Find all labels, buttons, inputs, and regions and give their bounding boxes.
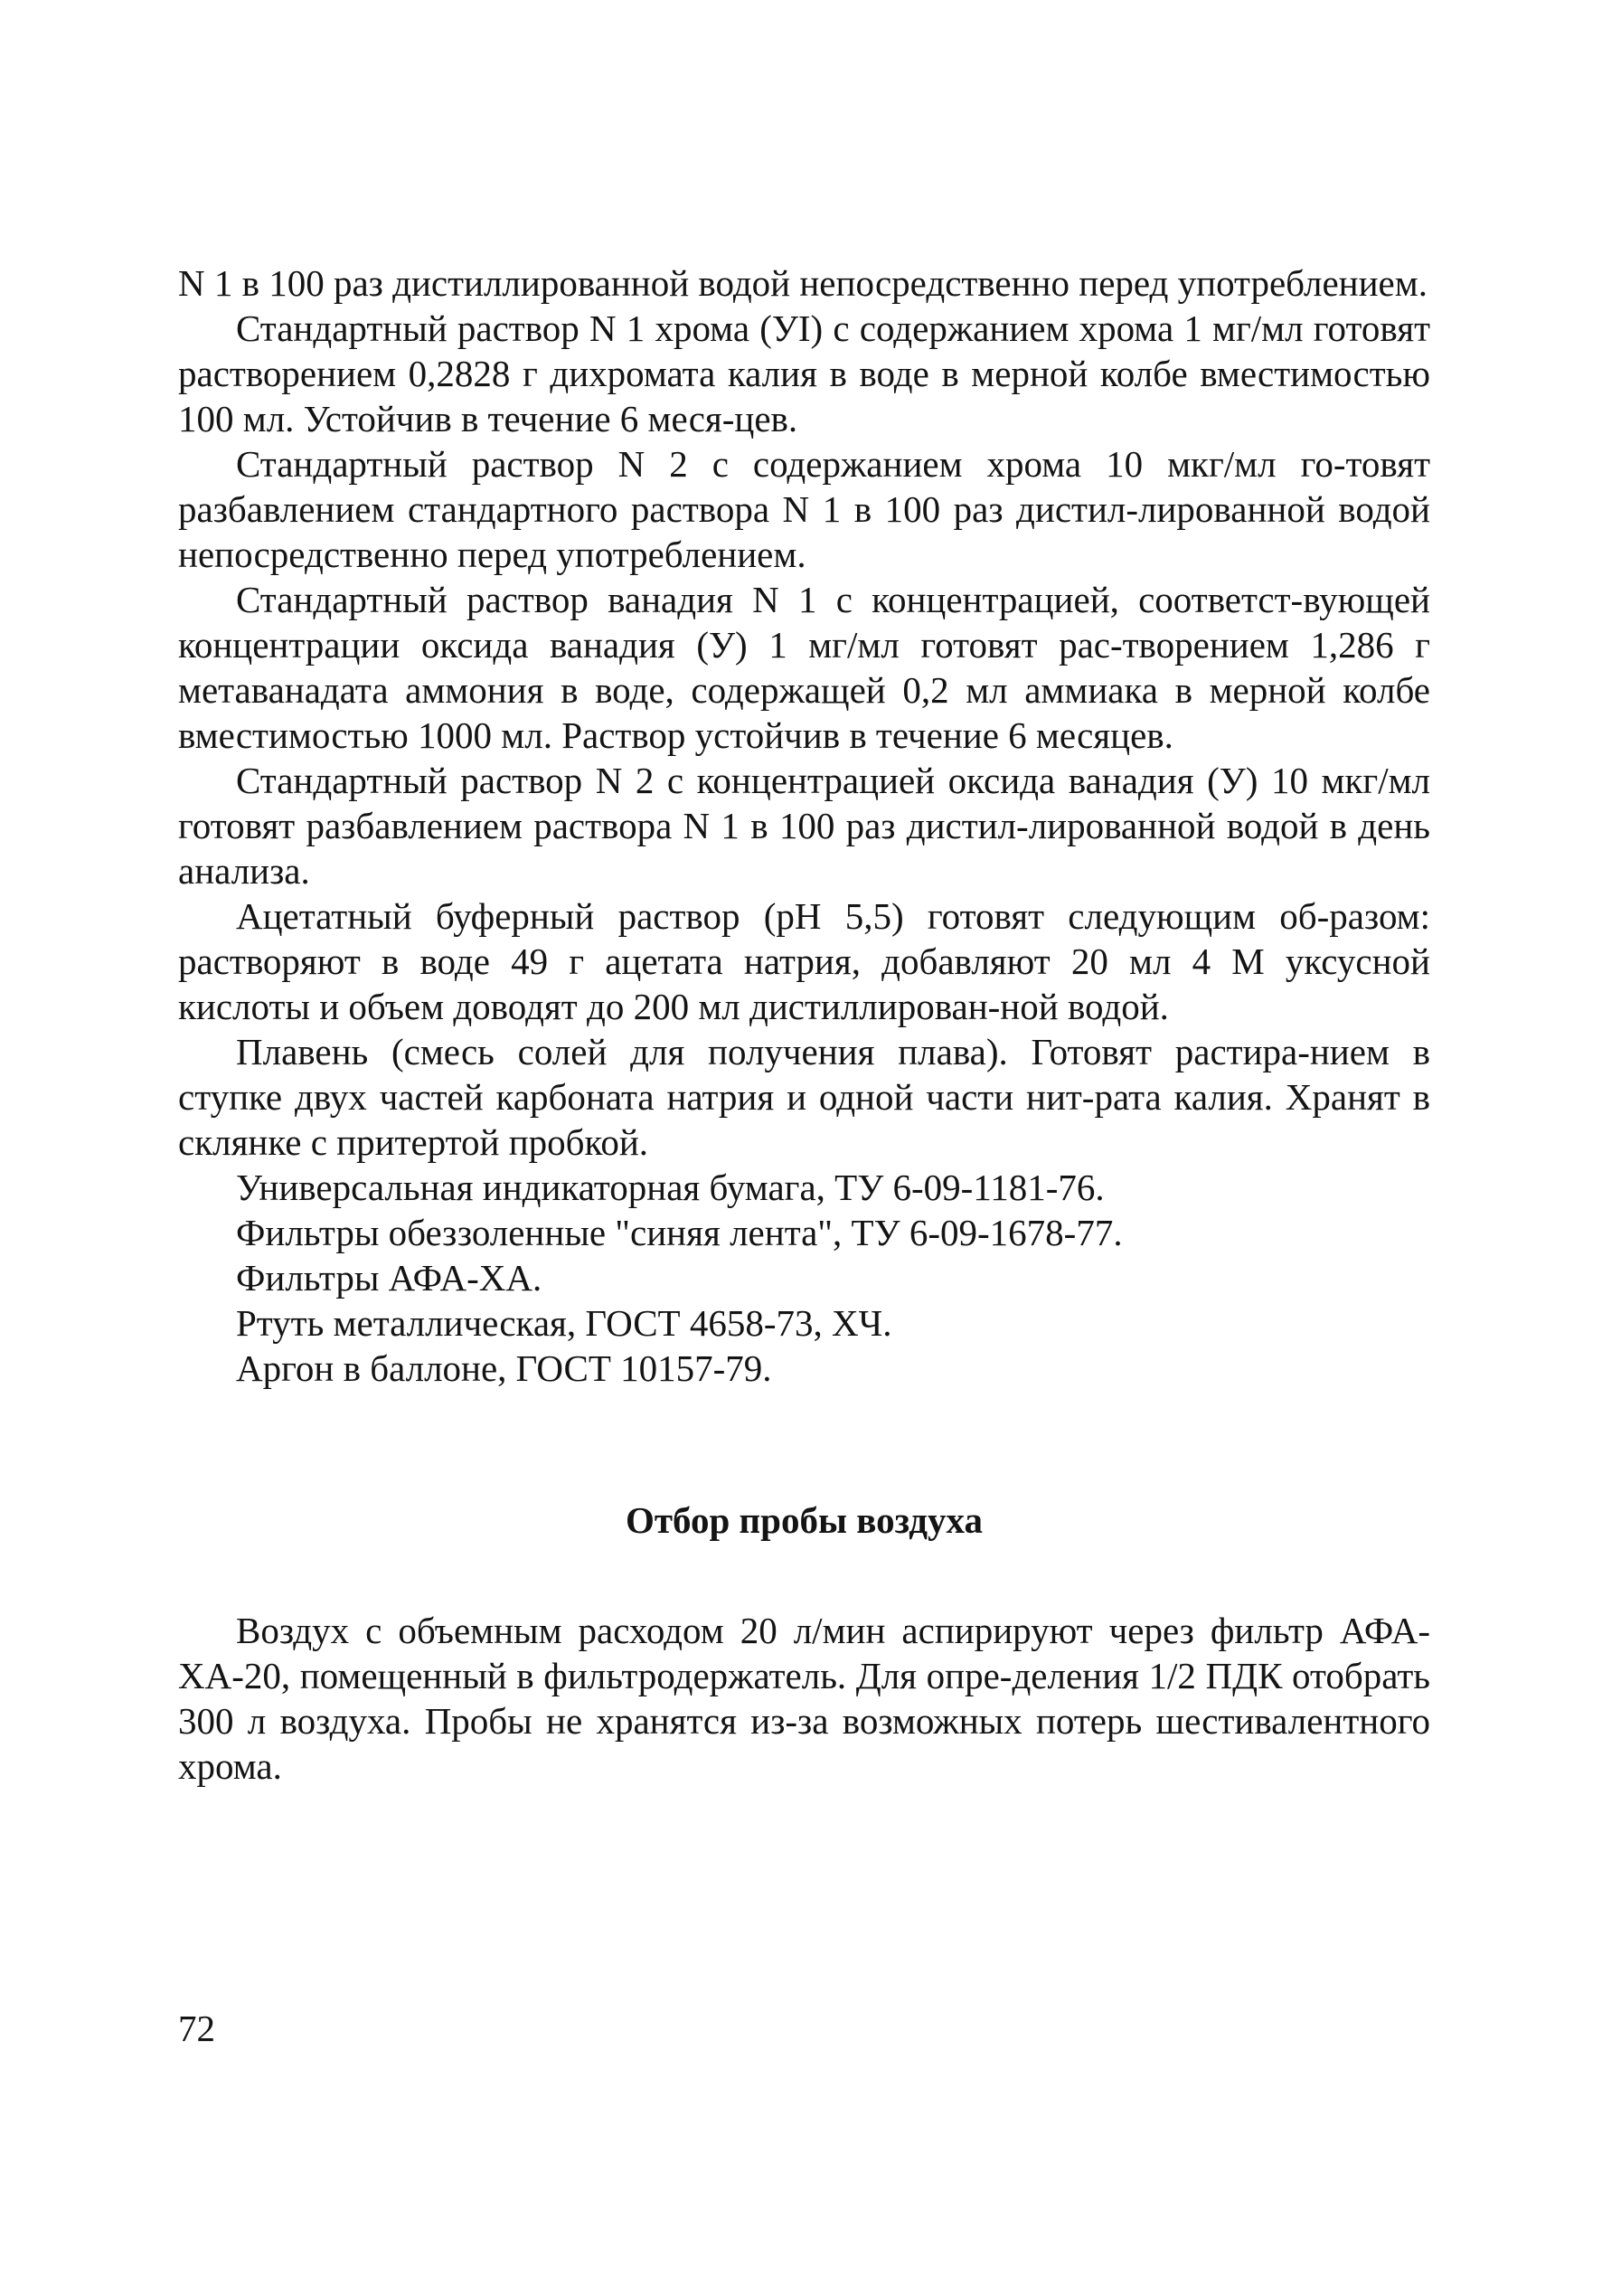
paragraph-chromium-standard-1: Стандартный раствор N 1 хрома (УI) с содержанием хрома 1 мг/мл готовят растворением 0,2828 г дихромата калия в воде в мерной колбе вместимостью 100 мл. Устойчив в течение 6 меся-цев. bbox=[178, 307, 1430, 439]
list-item-mercury: Ртуть металлическая, ГОСТ 4658-73, ХЧ. bbox=[236, 1302, 892, 1344]
paragraph-flux: Плавень (смесь солей для получения плава). Готовят растира-нием в ступке двух частей карбоната натрия и одной части нит-рата калия. Хранят в склянке с притертой пробкой. bbox=[178, 1031, 1430, 1163]
paragraph-vanadium-standard-2: Стандартный раствор N 2 с концентрацией оксида ванадия (У) 10 мкг/мл готовят разбавлением раствора N 1 в 100 раз дистил-лированной водой в день анализа. bbox=[178, 760, 1430, 892]
paragraph-vanadium-standard-1: Стандартный раствор ванадия N 1 с концентрацией, соответст-вующей концентрации оксида ванадия (У) 1 мг/мл готовят рас-творением 1,286 г метаванадата аммония в воде, содержащей 0,2 мл аммиака в мерной колбе вместимостью 1000 мл. Раствор устойчив в течение 6 месяцев. bbox=[178, 579, 1430, 756]
list-item-afa-filters: Фильтры АФА-ХА. bbox=[236, 1257, 542, 1299]
document-page bbox=[178, 260, 1430, 1789]
paragraph-air-sampling: Воздух с объемным расходом 20 л/мин аспирируют через фильтр АФА-ХА-20, помещенный в фильтродержатель. Для опре-деления 1/2 ПДК отобрать 300 л воздуха. Пробы не хранятся из-за возможных потерь шестивалентного хрома. bbox=[178, 1610, 1430, 1787]
paragraph-continuation: N 1 в 100 раз дистиллированной водой непосредственно перед употреблением. bbox=[178, 262, 1428, 304]
paragraph-chromium-standard-2: Стандартный раствор N 2 с содержанием хрома 10 мкг/мл го-товят разбавлением стандартного раствора N 1 в 100 раз дистил-лированной водой непосредственно перед употреблением. bbox=[178, 443, 1430, 575]
list-item-ashless-filters: Фильтры обеззоленные "синяя лента", ТУ 6-09-1678-77. bbox=[236, 1212, 1123, 1253]
page-number: 72 bbox=[178, 2008, 215, 2049]
list-item-argon: Аргон в баллоне, ГОСТ 10157-79. bbox=[236, 1347, 772, 1389]
section-heading: Отбор пробы воздуха bbox=[625, 1499, 984, 1541]
paragraph-acetate-buffer: Ацетатный буферный раствор (рН 5,5) готовят следующим об-разом: растворяют в воде 49 г ацетата натрия, добавляют 20 мл 4 М уксусной кислоты и объем доводят до 200 мл дистиллирован-ной водой. bbox=[178, 895, 1430, 1027]
list-item-indicator-paper: Универсальная индикаторная бумага, ТУ 6-09-1181-76. bbox=[236, 1167, 1105, 1208]
